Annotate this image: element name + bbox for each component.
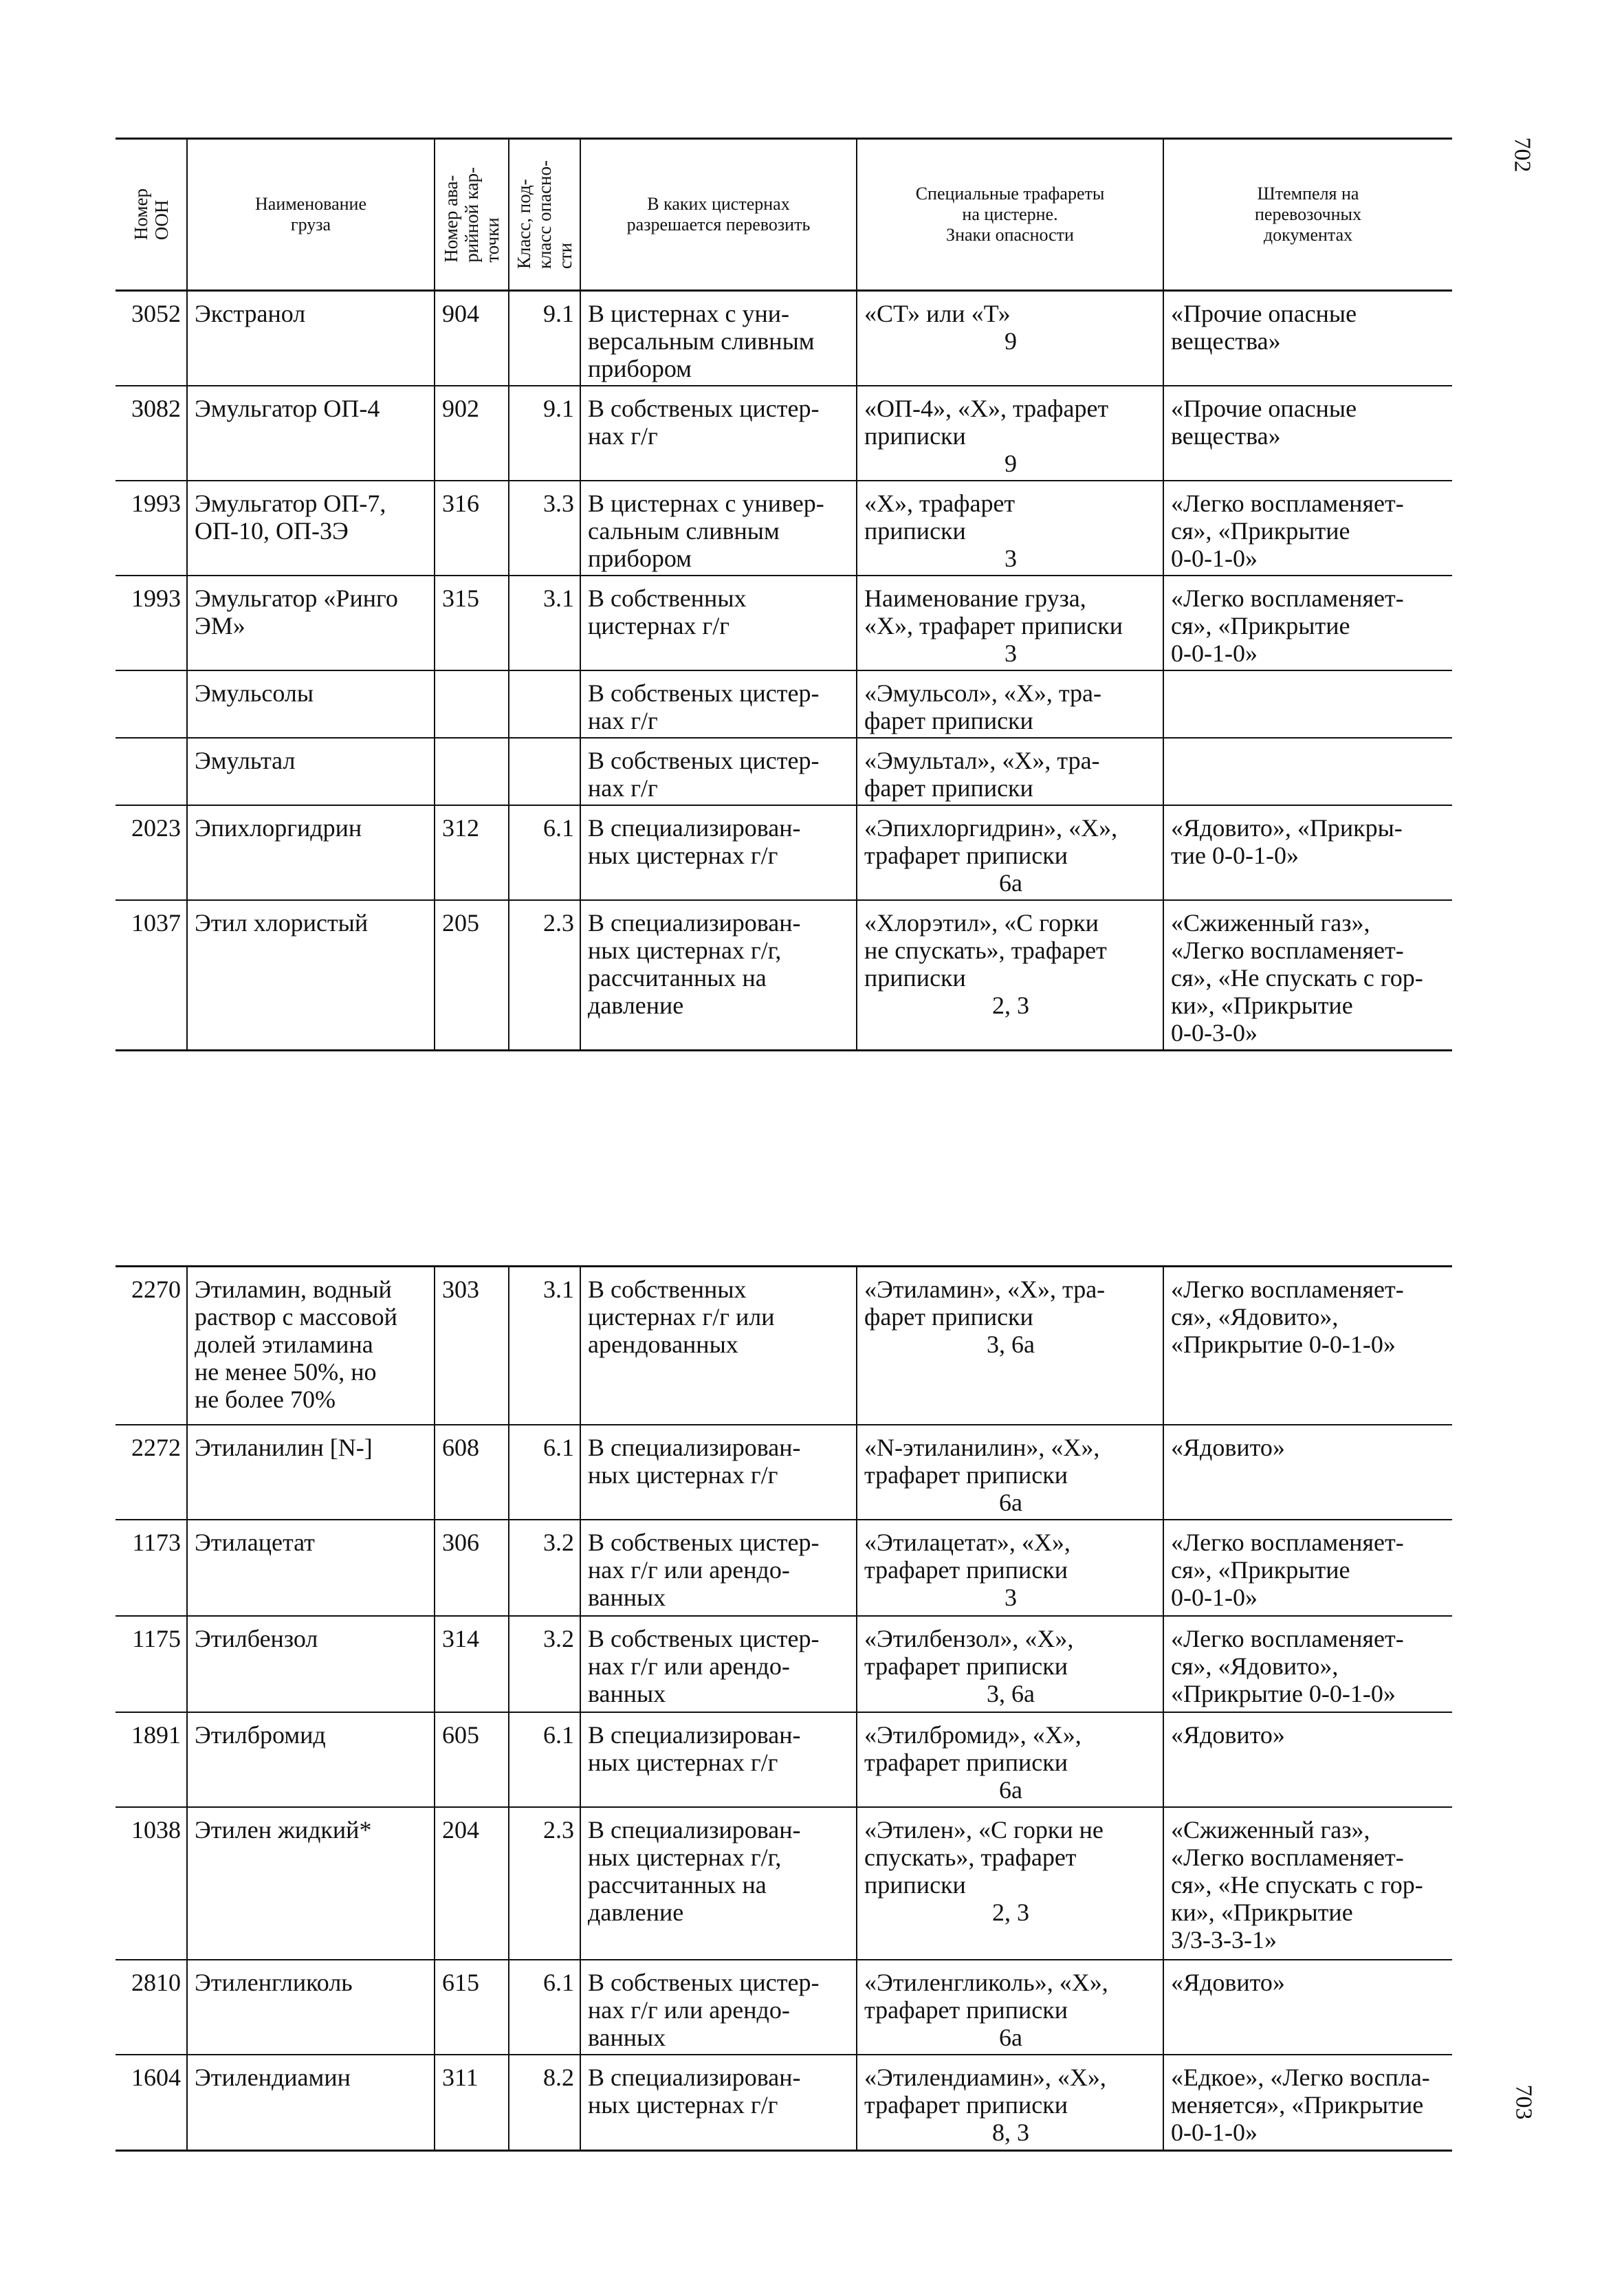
hazard-sign: 2, 3 — [992, 1898, 1029, 1926]
stencils-signs: «Этилендиамин», «Х», трафарет приписки 8, 3 — [857, 2055, 1163, 2151]
un-number: 1175 — [116, 1616, 187, 1712]
un-number — [116, 670, 187, 738]
stencils-signs: «Хлорэтил», «С горки не спускать», трафарет приписки 2, 3 — [857, 900, 1163, 1051]
un-number: 2270 — [131, 1276, 181, 1303]
emergency-card-number: 904 — [435, 291, 509, 386]
document-stamps: «Едкое», «Легко воспла- меняется», «Прикрытие 0-0-1-0» — [1163, 2055, 1452, 2151]
hazard-class — [509, 738, 580, 805]
table-row — [116, 805, 1452, 900]
un-number: 2023 — [116, 805, 187, 900]
hazard-class: 6.1 — [509, 1960, 580, 2055]
cargo-name: Эмультал — [187, 738, 435, 805]
stencils-signs: «Этилен», «С горки не спускать», трафарет приписки 2, 3 — [857, 1807, 1163, 1960]
document-stamps: «Ядовито» — [1163, 1712, 1452, 1807]
table-row — [116, 1960, 1452, 2055]
hazard-sign: 3 — [1005, 639, 1017, 667]
emergency-card-number — [435, 670, 509, 738]
tank-types: В собственых цистер- нах г/г или арендо- ванных — [580, 1520, 857, 1616]
hazard-sign: 6а — [999, 869, 1022, 897]
document-stamps: «Ядовито» — [1163, 1425, 1452, 1520]
un-number — [116, 738, 187, 805]
table-bottom — [116, 1265, 1452, 2152]
table-row — [116, 1616, 1452, 1712]
table-row — [116, 1520, 1452, 1616]
hazard-sign: 8, 3 — [992, 2118, 1029, 2146]
cargo-name: Эпихлоргидрин — [187, 805, 435, 900]
document-stamps: «Легко воспламеняет- ся», «Прикрытие 0-0-1-0» — [1163, 1520, 1452, 1616]
emergency-card-number: 605 — [435, 1712, 509, 1807]
document-stamps: «Легко воспламеняет- ся», «Прикрытие 0-0-1-0» — [1163, 481, 1452, 576]
hazard-sign: 6а — [999, 2023, 1022, 2051]
table-row — [116, 1425, 1452, 1520]
header-stencils: Специальные трафареты на цистерне. Знаки опасности — [857, 139, 1163, 291]
tank-types: В собственных цистернах г/г — [580, 576, 857, 670]
hazard-class: 3.1 — [509, 576, 580, 670]
cargo-name: Этилен жидкий* — [187, 1807, 435, 1960]
document-stamps — [1163, 738, 1452, 805]
hazard-class: 6.1 — [509, 1425, 580, 1520]
table-row — [116, 2055, 1452, 2151]
stencils-signs: «Этиламин», «Х», тра- фарет приписки 3, 6а — [857, 1267, 1163, 1425]
hazard-sign: 9 — [1005, 450, 1017, 477]
hazard-sign: 9 — [1005, 327, 1017, 355]
emergency-card-number: 608 — [435, 1425, 509, 1520]
hazard-sign: 2, 3 — [992, 992, 1029, 1019]
cargo-name: Этилбромид — [187, 1712, 435, 1807]
emergency-card-number: 902 — [435, 386, 509, 481]
header-name: Наименование груза — [187, 139, 435, 291]
cargo-name: Этилацетат — [187, 1520, 435, 1616]
hazard-class — [509, 670, 580, 738]
header-un: Номер ООН — [130, 188, 172, 241]
stencils-signs: «Этиленгликоль», «Х», трафарет приписки 6а — [857, 1960, 1163, 2055]
cargo-name: Эмульгатор «Ринго ЭМ» — [187, 576, 435, 670]
emergency-card-number — [435, 738, 509, 805]
document-stamps: «Ядовито», «Прикры- тие 0-0-1-0» — [1163, 805, 1452, 900]
hazard-class: 9.1 — [509, 386, 580, 481]
tank-types: В специализирован- ных цистернах г/г — [580, 1425, 857, 1520]
table-header — [116, 139, 1452, 291]
un-number: 3082 — [116, 386, 187, 481]
un-number: 1993 — [116, 576, 187, 670]
cargo-name: Эмульгатор ОП-7, ОП-10, ОП-3Э — [187, 481, 435, 576]
tank-types: В специализирован- ных цистернах г/г — [580, 1712, 857, 1807]
header-stamps: Штемпеля на перевозочных документах — [1163, 139, 1452, 291]
stencils-signs: «Эмульсол», «Х», тра- фарет приписки — [857, 670, 1163, 738]
table-row — [116, 1267, 1452, 1425]
hazard-sign: 3 — [1005, 1583, 1017, 1611]
table-row — [116, 481, 1452, 576]
emergency-card-number: 303 — [435, 1267, 509, 1425]
tank-types: В собственых цистер- нах г/г или арендо- ванных — [580, 1616, 857, 1712]
emergency-card-number: 205 — [435, 900, 509, 1051]
hazard-class: 3.2 — [509, 1520, 580, 1616]
tank-types: В собственых цистер- нах г/г — [580, 738, 857, 805]
stencils-signs: «Х», трафарет приписки 3 — [857, 481, 1163, 576]
hazard-sign: 6а — [999, 1775, 1022, 1804]
document-stamps: «Прочие опасные вещества» — [1163, 386, 1452, 481]
hazard-class: 3.1 — [509, 1267, 580, 1425]
emergency-card-number: 316 — [435, 481, 509, 576]
emergency-card-number: 615 — [435, 1960, 509, 2055]
stencils-signs: Наименование груза, «Х», трафарет приписки 3 — [857, 576, 1163, 670]
stencils-signs: «ОП-4», «Х», трафарет приписки 9 — [857, 386, 1163, 481]
header-tanks: В каких цистернах разрешается перевозить — [580, 139, 857, 291]
hazard-class: 6.1 — [509, 805, 580, 900]
tank-types: В собственных цистернах г/г или арендованных — [580, 1267, 857, 1425]
emergency-card-number: 312 — [435, 805, 509, 900]
stencils-signs: «Этилбромид», «Х», трафарет приписки 6а — [857, 1712, 1163, 1807]
page-number-bottom: 703 — [1511, 2084, 1537, 2120]
stencils-signs: «Этилацетат», «Х», трафарет приписки 3 — [857, 1520, 1163, 1616]
tank-types: В цистернах с уни- версальным сливным прибором — [580, 291, 857, 386]
tank-types: В цистернах с универ- сальным сливным прибором — [580, 481, 857, 576]
table-row — [116, 576, 1452, 670]
tank-types: В специализирован- ных цистернах г/г — [580, 2055, 857, 2151]
stencils-signs: «Эпихлоргидрин», «Х», трафарет приписки 6а — [857, 805, 1163, 900]
cargo-name: Этилендиамин — [187, 2055, 435, 2151]
emergency-card-number: 204 — [435, 1807, 509, 1960]
table-row — [116, 1807, 1452, 1960]
table-row — [116, 1712, 1452, 1807]
hazard-sign: 3, 6а — [987, 1331, 1035, 1358]
tank-types: В собственых цистер- нах г/г — [580, 386, 857, 481]
cargo-name: Эмульгатор ОП-4 — [187, 386, 435, 481]
un-number: 1604 — [116, 2055, 187, 2151]
table-row — [116, 386, 1452, 481]
stencils-signs: «N-этиланилин», «Х», трафарет приписки 6а — [857, 1425, 1163, 1520]
document-stamps: «Ядовито» — [1163, 1960, 1452, 2055]
emergency-card-number: 306 — [435, 1520, 509, 1616]
un-number: 1993 — [116, 481, 187, 576]
tank-types: В собственых цистер- нах г/г — [580, 670, 857, 738]
hazard-sign: 3 — [1005, 545, 1017, 572]
header-class: Класс, под- класс опасно- сти — [509, 139, 580, 291]
un-number: 1037 — [116, 900, 187, 1051]
un-number: 1891 — [116, 1712, 187, 1807]
tank-types: В специализирован- ных цистернах г/г, рассчитанных на давление — [580, 1807, 857, 1960]
hazard-sign: 3, 6а — [987, 1679, 1035, 1707]
document-stamps: «Легко воспламеняет- ся», «Ядовито», «Прикрытие 0-0-1-0» — [1163, 1616, 1452, 1712]
table-row — [116, 291, 1452, 386]
document-stamps — [1163, 670, 1452, 738]
stencils-signs: «Этилбензол», «Х», трафарет приписки 3, 6а — [857, 1616, 1163, 1712]
cargo-name: Этиланилин [N-] — [187, 1425, 435, 1520]
hazard-class: 8.2 — [509, 2055, 580, 2151]
hazard-class: 6.1 — [509, 1712, 580, 1807]
document-stamps: «Сжиженный газ», «Легко воспламеняет- ся», «Не спускать с гор- ки», «Прикрытие 0-0-3-0» — [1163, 900, 1452, 1051]
un-number: 2272 — [116, 1425, 187, 1520]
emergency-card-number: 315 — [435, 576, 509, 670]
cargo-name: Этиламин, водный раствор с массовой долей этиламина не менее 50%, но не более 70% — [187, 1267, 435, 1425]
hazard-class: 9.1 — [509, 291, 580, 386]
un-number: 1173 — [116, 1520, 187, 1616]
cargo-name: Этил хлористый — [187, 900, 435, 1051]
tank-types: В специализирован- ных цистернах г/г, рассчитанных на давление — [580, 900, 857, 1051]
stencils-signs: «Эмультал», «Х», тра- фарет приписки — [857, 738, 1163, 805]
document-stamps: «Прочие опасные вещества» — [1163, 291, 1452, 386]
table-row — [116, 670, 1452, 738]
cargo-name: Этиленгликоль — [187, 1960, 435, 2055]
un-number: 2810 — [116, 1960, 187, 2055]
hazard-class: 2.3 — [509, 1807, 580, 1960]
hazard-class: 3.3 — [509, 481, 580, 576]
table-row — [116, 900, 1452, 1051]
document-stamps: «Легко воспламеняет- ся», «Ядовито», «Прикрытие 0-0-1-0» — [1163, 1267, 1452, 1425]
table-top — [116, 138, 1452, 1051]
hazard-class: 2.3 — [509, 900, 580, 1051]
emergency-card-number: 311 — [435, 2055, 509, 2151]
cargo-name: Экстранол — [187, 291, 435, 386]
un-number: 3052 — [116, 291, 187, 386]
cargo-name: Эмульсолы — [187, 670, 435, 738]
document-stamps: «Легко воспламеняет- ся», «Прикрытие 0-0-1-0» — [1163, 576, 1452, 670]
un-number: 1038 — [116, 1807, 187, 1960]
document-stamps: «Сжиженный газ», «Легко воспламеняет- ся», «Не спускать с гор- ки», «Прикрытие 3/3-3-3-1» — [1163, 1807, 1452, 1960]
header-card: Номер ава- рийной кар- точки — [435, 139, 509, 291]
tank-types: В специализирован- ных цистернах г/г — [580, 805, 857, 900]
page-number-top: 702 — [1509, 137, 1535, 173]
table-row — [116, 738, 1452, 805]
tank-types: В собственых цистер- нах г/г или арендо- ванных — [580, 1960, 857, 2055]
emergency-card-number: 314 — [435, 1616, 509, 1712]
hazard-sign: 6а — [999, 1488, 1022, 1516]
stencils-signs: «СТ» или «Т» 9 — [857, 291, 1163, 386]
cargo-name: Этилбензол — [187, 1616, 435, 1712]
hazard-class: 3.2 — [509, 1616, 580, 1712]
